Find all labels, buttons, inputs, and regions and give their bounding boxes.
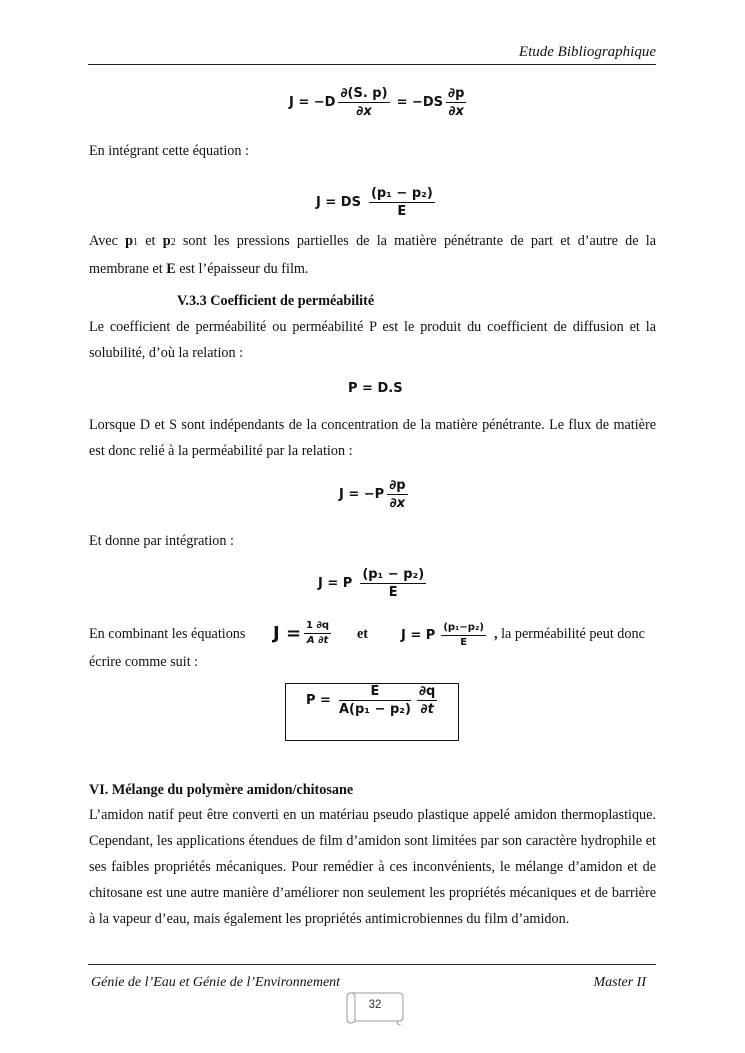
equation-permeability-final xyxy=(306,684,440,717)
eq1-frac1-denominator: ∂x xyxy=(356,104,372,119)
p2-symbol-p1: p xyxy=(125,233,134,249)
page-number: 32 xyxy=(368,999,382,1011)
page-number-badge xyxy=(345,987,405,1025)
p6-text-2-content: la perméabilité peut donc xyxy=(497,626,645,642)
p6-conjunction: et xyxy=(357,626,369,642)
header-rule xyxy=(88,64,656,65)
eq6-denominator: A(p₁ − p₂) xyxy=(339,702,411,717)
p2-symbol-e: E xyxy=(166,261,176,277)
paragraph-integration-intro: En intégrant cette équation : xyxy=(89,143,249,159)
p2-text-4: est l’épaisseur du film. xyxy=(175,261,309,277)
equation-flux-permeability xyxy=(339,478,411,511)
eq6-fraction-2 xyxy=(417,684,437,717)
p6-comma: , xyxy=(494,626,498,642)
eqb-denominator: E xyxy=(460,637,468,648)
eqa-fraction xyxy=(304,620,331,647)
inline-equation-flux-permeability xyxy=(401,622,489,649)
eq6-fraction-1 xyxy=(339,684,411,717)
eq5-fraction xyxy=(360,567,426,600)
eq1-frac1-numerator: ∂(S. p) xyxy=(340,86,388,101)
p2-text-2: et xyxy=(138,233,163,249)
section-heading-blend: VI. Mélange du polymère amidon/chitosane xyxy=(89,782,354,798)
eq4-lhs: J = −P xyxy=(339,487,385,502)
running-header: Etude Bibliographique xyxy=(518,44,656,60)
eq1-mid: = −DS xyxy=(396,95,444,110)
eq5-denominator: E xyxy=(388,585,398,600)
inline-equation-flux-mass xyxy=(273,620,334,647)
eq1-fraction-2 xyxy=(446,86,466,119)
footer-left: Génie de l’Eau et Génie de l’Environnement xyxy=(91,975,341,990)
paragraph-flux-relation: Lorsque D et S sont indépendants de la concentration de la matière pénétrante. Le flux de matière est donc relié à la perméabilité par la relation : xyxy=(89,417,656,459)
eqa-denominator: A ∂t xyxy=(306,635,329,646)
eqb-numerator: (p₁−p₂) xyxy=(441,622,486,636)
eq1-fraction-1 xyxy=(338,86,389,119)
equation-flux-permeability-integrated xyxy=(318,567,429,600)
eqb-lhs: J = P xyxy=(401,628,436,643)
p2-text-3: sont les pressions partielles de la matière pénétrante de part et d’autre de la membrane et xyxy=(89,233,656,277)
eq5-numerator: (p₁ − p₂) xyxy=(362,567,425,582)
paragraph-permeability-definition: Le coefficient de perméabilité ou perméabilité P est le produit du coefficient de diffusion et la solubilité, d’où la relation : xyxy=(89,319,656,361)
eqa-lhs: J = xyxy=(273,623,302,644)
eq6-numerator: E xyxy=(339,684,411,701)
eq4-denominator: ∂x xyxy=(389,496,406,511)
p6-text-3: écrire comme suit : xyxy=(89,654,199,670)
section-heading-permeability: V.3.3 Coefficient de perméabilité xyxy=(177,293,375,309)
eq6-numerator-2: ∂q xyxy=(418,684,436,699)
paragraph-pressure-definition xyxy=(89,228,656,282)
p2-text-1: Avec xyxy=(89,233,126,249)
equation-flux-integrated xyxy=(316,186,438,219)
eq4-fraction xyxy=(387,478,407,511)
paragraph-integration-result: Et donne par intégration : xyxy=(89,533,234,549)
equation-flux-fick xyxy=(289,86,469,119)
eq2-numerator: (p₁ − p₂) xyxy=(370,186,433,201)
eq4-numerator: ∂p xyxy=(389,478,406,493)
footer-right: Master II xyxy=(593,975,646,990)
eq2-denominator: E xyxy=(397,204,407,219)
p6-text-2 xyxy=(494,626,645,643)
equation-permeability: P = D.S xyxy=(348,381,403,396)
eq6-lhs: P = xyxy=(306,693,331,708)
eq1-lhs: J = −D xyxy=(289,95,336,110)
p2-subscript-2: 2 xyxy=(170,237,176,248)
p6-text-1: En combinant les équations xyxy=(89,626,246,642)
eqb-fraction xyxy=(441,622,486,649)
eq2-fraction xyxy=(369,186,435,219)
paragraph-starch-chitosan: L’amidon natif peut être converti en un matériau pseudo plastique appelé amidon thermoplastique. Cependant, les applications étendues de film d’amidon sont limitées par son caractère hydrophile et ses faibles propriétés mécaniques. Pour remédier à ces inconvénients, le mélange d’amidon et de chitosane est une autre manière d’améliorer non seulement les propriétés mécaniques et de barrière à la vapeur d’eau, mais également les propriétés antimicrobiennes du film d’amidon. xyxy=(89,807,656,927)
eq5-lhs: J = P xyxy=(318,576,353,591)
eq1-frac2-numerator: ∂p xyxy=(448,86,465,101)
p2-symbol-p2: p xyxy=(162,233,171,249)
eq1-frac2-denominator: ∂x xyxy=(448,104,464,119)
eqa-numerator: 1 ∂q xyxy=(304,620,331,634)
p2-subscript-1: 1 xyxy=(133,237,139,248)
eq6-denominator-2: ∂t xyxy=(420,702,434,717)
eq2-lhs: J = DS xyxy=(316,195,361,210)
footer-rule xyxy=(88,964,656,965)
